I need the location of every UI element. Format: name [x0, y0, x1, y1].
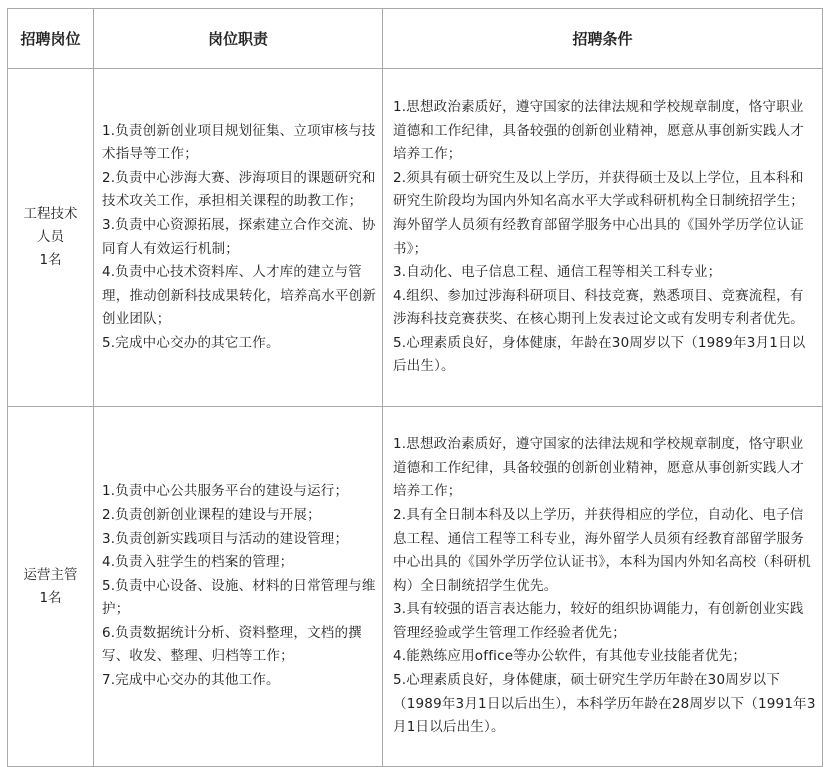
requirement-item: 4.能熟练应用office等办公软件，有其他专业技能者优先； [393, 648, 747, 665]
position-line: 1名 [39, 589, 62, 606]
table-row [8, 407, 823, 767]
position-line: 1名 [39, 252, 62, 268]
duty-item: 2.负责中心涉海大赛、涉海项目的课题研究和技术攻关工作，承担相关课程的助教工作； [102, 169, 376, 210]
position-line: 工程技术 [23, 206, 78, 222]
duties-cell [94, 69, 383, 407]
duty-item: 5.完成中心交办的其它工作。 [102, 334, 280, 351]
position-line: 人员 [37, 229, 64, 245]
requirement-item: 1.思想政治素质好，遵守国家的法律法规和学校规章制度，恪守职业道德和工作纪律，具备较强的创新创业精神，愿意从事创新实践人才培养工作； [393, 98, 804, 163]
header-duties [94, 9, 383, 69]
position-cell [8, 69, 94, 407]
duty-item: 7.完成中心交办的其他工作。 [102, 672, 280, 689]
duty-item: 4.负责入驻学生的档案的管理； [102, 554, 294, 571]
requirement-item: 4.组织、参加过涉海科研项目、科技竞赛，熟悉项目、竞赛流程，有涉海科技竞赛获奖、在核心期刊上发表过论文或有发明专利者优先。 [393, 287, 804, 328]
requirement-item: 3.自动化、电子信息工程、通信工程等相关工科专业； [393, 264, 722, 281]
requirement-item: 1.思想政治素质好，遵守国家的法律法规和学校规章制度，恪守职业道德和工作纪律，具备较强的创新创业精神，愿意从事创新实践人才培养工作； [393, 436, 804, 500]
duty-item: 3.负责创新实践项目与活动的建设管理； [102, 530, 349, 547]
requirements-cell [383, 69, 823, 407]
position-cell [8, 407, 94, 767]
duty-item: 3.负责中心资源拓展，探索建立合作交流、协同育人有效运行机制； [102, 216, 376, 257]
duty-item: 5.负责中心设备、设施、材料的日常管理与维护； [102, 577, 376, 618]
requirement-item: 3.具有较强的语言表达能力，较好的组织协调能力，有创新创业实践管理经验或学生管理工作经验者优先； [393, 601, 804, 641]
duty-item: 2.负责创新创业课程的建设与开展； [102, 506, 321, 523]
recruitment-table [7, 8, 823, 767]
requirement-item: 5.心理素质良好，身体健康，年龄在30周岁以下（1989年3月1日以后出生）。 [393, 334, 806, 375]
requirements-cell [383, 407, 823, 767]
duties-cell [94, 407, 383, 767]
table-header-row [8, 9, 823, 69]
duty-item: 1.负责中心公共服务平台的建设与运行； [102, 483, 349, 500]
header-requirements [383, 9, 823, 69]
header-requirements-label: 招聘条件 [572, 29, 633, 48]
requirement-item: 2.须具有硕士研究生及以上学历，并获得硕士及以上学位，且本科和研究生阶段均为国内外知名高水平大学或科研机构全日制统招学生；海外留学人员须有经教育部留学服务中心出具的《国外学历学位认证书》； [393, 169, 804, 257]
requirement-item: 2.具有全日制本科及以上学历，并获得相应的学位，自动化、电子信息工程、通信工程等工科专业，海外留学人员须有经教育部留学服务中心出具的《国外学历学位认证书》，本科为国内外知名高校（科研机构）全日制统招学生优先。 [393, 506, 811, 594]
requirement-item: 5.心理素质良好，身体健康，硕士研究生学历年龄在30周岁以下（1989年3月1日以后出生），本科学历年龄在28周岁以下（1991年3月1日以后出生）。 [393, 672, 816, 736]
duty-item: 1.负责创新创业项目规划征集、立项审核与技术指导等工作； [102, 122, 376, 163]
header-position [8, 9, 94, 69]
duty-item: 6.负责数据统计分析、资料整理，文档的撰写、收发、整理、归档等工作； [102, 624, 362, 665]
header-duties-label: 岗位职责 [207, 29, 268, 48]
header-position-label: 招聘岗位 [20, 29, 81, 48]
duty-item: 4.负责中心技术资料库、人才库的建立与管理，推动创新科技成果转化，培养高水平创新创业团队； [102, 264, 376, 328]
position-line: 运营主管 [23, 566, 78, 583]
table-row [8, 69, 823, 407]
